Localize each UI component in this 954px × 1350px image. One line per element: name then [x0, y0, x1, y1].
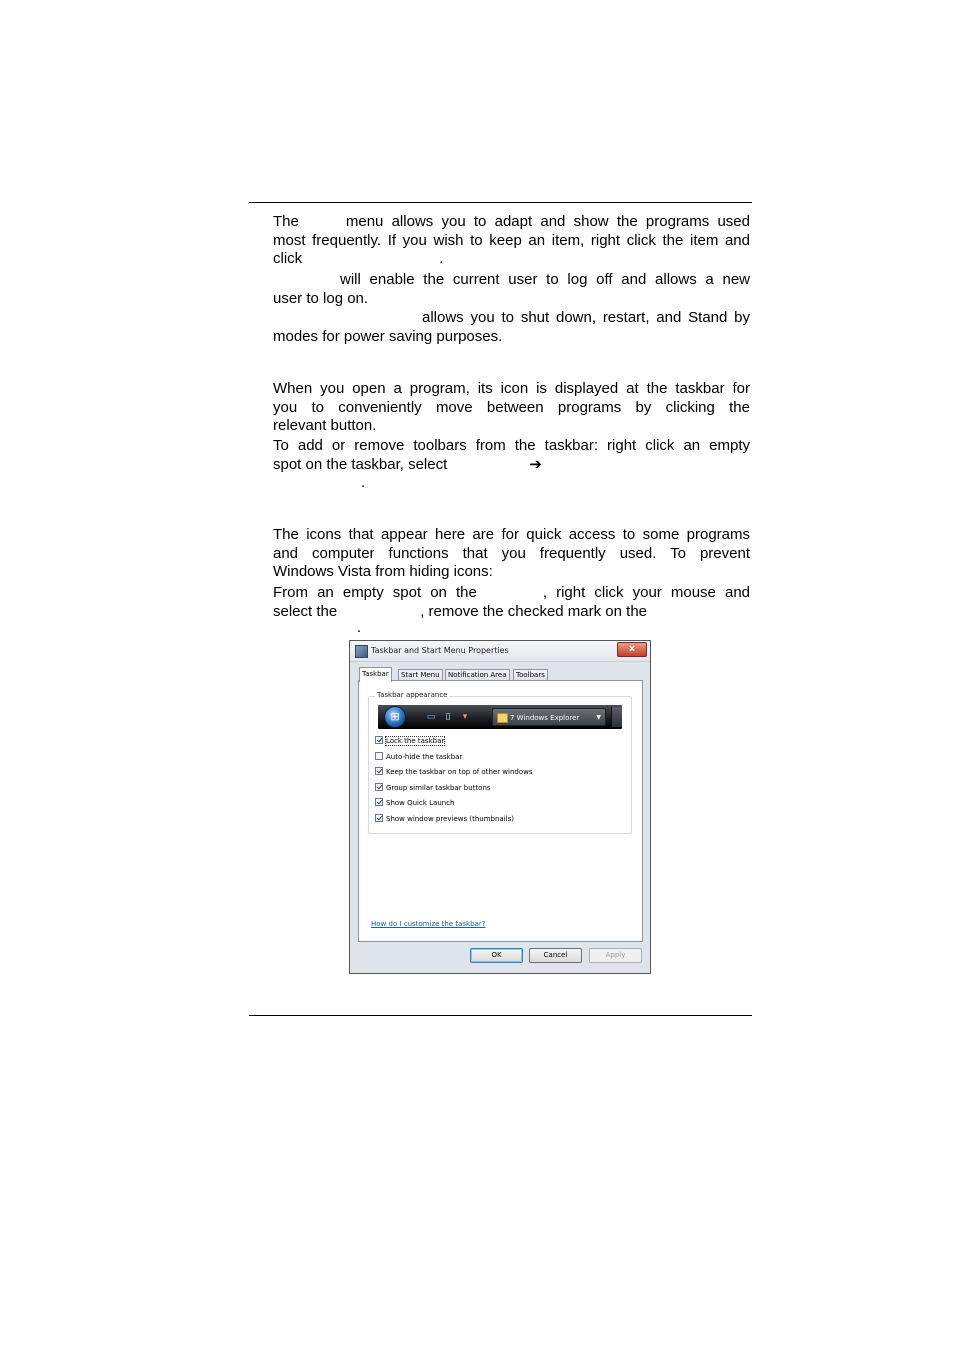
switch-windows-icon: ▯ — [445, 712, 451, 722]
header-rule — [249, 202, 752, 203]
paragraph-start-menu: The menu allows you to adapt and show the programs used most frequently. If you wish to keep an item, right click the item and click . — [273, 213, 750, 267]
desktop-icon: ▭ — [426, 712, 436, 722]
checkbox-unchecked[interactable] — [375, 752, 383, 760]
taskbar-preview-button: 7 Windows Explorer ▼ — [492, 708, 606, 726]
checkbox-checked[interactable] — [375, 798, 383, 806]
taskbar-properties-dialog — [349, 640, 651, 974]
option-window-previews[interactable]: Show window previews (thumbnails) — [375, 813, 514, 825]
close-button[interactable]: x — [617, 642, 647, 657]
tab-panel-taskbar — [358, 680, 643, 942]
option-auto-hide[interactable]: Auto-hide the taskbar — [375, 751, 462, 763]
dialog-title: Taskbar and Start Menu Properties — [371, 646, 509, 655]
paragraph-toolbars: To add or remove toolbars from the taskbar: right click an empty spot on the taskbar, select ➔ . — [273, 437, 750, 491]
media-icon: ▾ — [462, 712, 468, 722]
paragraph-notification: The icons that appear here are for quick access to some programs and computer functions that you frequently used. To prevent Windows Vista from hiding icons: — [273, 526, 750, 580]
windows-start-orb-icon: ⊞ — [384, 706, 406, 728]
ok-button[interactable]: OK — [470, 948, 523, 963]
tab-toolbars[interactable]: Toolbars — [513, 669, 548, 681]
option-keep-on-top[interactable]: Keep the taskbar on top of other windows — [375, 766, 533, 778]
option-show-quick-launch[interactable]: Show Quick Launch — [375, 797, 454, 809]
option-group-buttons[interactable]: Group similar taskbar buttons — [375, 782, 491, 794]
chevron-down-icon: ▼ — [596, 714, 601, 721]
tab-notification-area[interactable]: Notification Area — [445, 669, 510, 681]
apply-button[interactable]: Apply — [589, 948, 642, 963]
paragraph-log-off: will enable the current user to log off and allows a new user to log on. — [273, 271, 750, 307]
dialog-titlebar[interactable] — [350, 641, 650, 662]
folder-icon — [497, 713, 508, 723]
option-lock-taskbar[interactable]: Lock the taskbar — [375, 735, 444, 747]
taskbar-preview-edge — [611, 707, 622, 727]
paragraph-shut-down: allows you to shut down, restart, and Stand by modes for power saving purposes. — [273, 309, 750, 345]
arrow-right-icon: ➔ — [529, 455, 542, 473]
tab-taskbar[interactable]: Taskbar — [359, 667, 392, 682]
paragraph-taskbar: When you open a program, its icon is displayed at the taskbar for you to conveniently move between programs by clicking the relevant button. — [273, 380, 750, 434]
cancel-button[interactable]: Cancel — [529, 948, 582, 963]
paragraph-empty-spot: From an empty spot on the , right click your mouse and select the , remove the checked mark on the . — [273, 584, 751, 636]
checkbox-checked[interactable] — [375, 783, 383, 791]
group-label: Taskbar appearance — [377, 691, 448, 699]
footer-rule — [249, 1015, 752, 1016]
help-link[interactable]: How do I customize the taskbar? — [371, 920, 486, 928]
taskbar-icon — [355, 645, 368, 658]
tab-start-menu[interactable]: Start Menu — [398, 669, 443, 681]
taskbar-preview — [378, 705, 622, 729]
checkbox-checked[interactable] — [375, 767, 383, 775]
checkbox-checked[interactable] — [375, 736, 383, 744]
taskbar-appearance-group — [368, 691, 632, 834]
checkbox-checked[interactable] — [375, 814, 383, 822]
